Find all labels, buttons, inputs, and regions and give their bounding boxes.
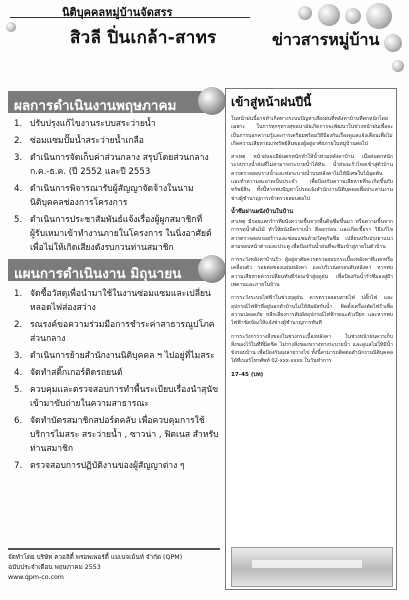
plan-band (8, 259, 218, 281)
item-number: 4. (14, 368, 23, 378)
article-paragraph: สาเหตุ หน้าฝนจะมีฝนตกหนักทำให้น้ำท่วมหลังคาบ้าน เมื่อฝนตกหนัก ระบบรางน้ำฝนที่ไม่สามารถระบายน้ำได้ทัน น้ำฝนจะรั่วไหลเข้าสู่ตัวบ้าน ควรตรวจสอบรางน้ำและท่อระบายน้ำบนหลังคาไม่ให้มีเศษใบไม้อุดตัน และทำความสะอาดเป็นประจำ เพื่อป้องกันความเสียหายที่จะเกิดขึ้นกับทรัพย์สิน ทั้งนี้หากพบปัญหาโปรดแจ้งสำนักงานนิติบุคคลเพื่อประสานงานช่างผู้ชำนาญการเข้าตรวจสอบต่อไป (231, 154, 393, 202)
past-results-title: ผลการดำเนินงานพฤษภาคม (14, 98, 177, 114)
list-item (14, 287, 219, 315)
item-text: ดำเนินการย้ายสำนักงานนิติบุคคล ฯ ไปอยู่ที่ไมสระ (30, 351, 215, 361)
plan-title: แผนการดำเนินงาน มิถุนายน (14, 266, 182, 282)
item-text: ดำเนินการประชาสัมพันธ์แจ้งเรื่องผู้ผูกสมาชิกที่ ผู้รับเหมาเข้าทำงานภายในโครงการ ในนิ่งอาศัยต์ เพื่อไม่ให้เกิดเสียงดังรบกวนท่านสมาชิก (30, 215, 212, 253)
list-item (14, 134, 219, 148)
item-number: 5. (14, 385, 23, 395)
decor-bubble-icon (198, 255, 226, 283)
org-name: นิติบุคคลหมู่บ้านจัดสรร (62, 6, 173, 19)
item-number: 7. (14, 461, 23, 471)
list-item (14, 459, 219, 473)
item-text: ดำเนินการพิจารณารับผู้สัญญาจัดจ้างในนามนิติบุคคลช่องการโครงการ (30, 184, 194, 208)
item-text: ควบคุมและตรวจสอบการทำพื้นระเบียบเรื่องนำสุนัขเข้ามาขับถ่ายในความสาธารณะ (30, 385, 219, 409)
list-item (14, 213, 219, 255)
list-item (14, 414, 219, 456)
article-paragraph: การระวังระบบไฟฟ้าในช่วงฤดูฝน ควรตรวจสอบสายไฟ ปลั๊กไฟ และอุปกรณ์ไฟฟ้าที่อยู่นอกตัวบ้านไม่ให้สัมผัสกับน้ำ ติดตั้งเครื่องตัดไฟรั่วเพื่อความปลอดภัย หลีกเลี่ยงการสัมผัสอุปกรณ์ไฟฟ้าขณะตัวเปียก และหากพบไฟฟ้าขัดข้องให้แจ้งช่างผู้ชำนาญการทันที (231, 295, 393, 327)
left-column (8, 88, 223, 583)
article-paragraph: ในหน้าฝนนี้อาจทำเกิดทางระบบปัญหาเสียงฝนที่หลังคาบ้านที่ตกหนักโดยเฉพาะ ในการทุกๆทางสุขอนามัยเกิดการจะพัฒนาในช่วงหน้าฝนเพื่อจะเป็นการบอกความรู้และการเตรียมพร้อมวิธีป้องกันเรื่องดูแลแจ้งเตือนเพื่อไม่เกิดความเสียหายแก่ทรัพย์สินของผู้อยู่อาศัยภายในหมู่บ้านต่อไป (231, 116, 393, 147)
decor-bubble-icon (318, 4, 340, 26)
item-text: ดำเนินการจัดเก็บค่าส่วนกลาง สรุปโดยส่วนกลาง ก.ค.-ธ.ค. (ปี 2552 และปี 2553 (30, 153, 209, 177)
item-text: ปรับปรุงแก้ไขงานระบบสระว่ายน้ำ (30, 119, 156, 129)
past-results-list (14, 117, 219, 258)
list-item (14, 318, 219, 346)
article-paragraph: การระวังหลังคาบ้านรั่ว ผู้อยู่อาศัยควรตรวจสอบกระเบื้องหลังคาที่แตกหรือเคลื่อนตัว รอยต่อของแผ่นหลังคา และบริเวณครอบสันหลังคา หากพบความเสียหายควรเปลี่ยนทันทีก่อนเข้าสู่ฤดูฝน เพื่อป้องกันน้ำรั่วซึมลงสู่ฝ้าเพดานและภายในบ้าน (231, 257, 393, 289)
list-item (14, 151, 219, 179)
item-number: 2. (14, 320, 23, 330)
item-text: จัดทำสติ๊กเกอร์ติดรถยนต์ (30, 368, 123, 378)
item-text: จัดซื้อวัสดุเพื่อนำมาใช้ในงานซ่อมแซมและเปลี่ยนหลอดไฟส่องสว่าง (30, 289, 211, 313)
past-results-band (8, 91, 218, 113)
item-number: 6. (14, 416, 23, 426)
footer-publisher: จัดทำโดย บริษัท ควอลิตี้ พรอพเพอร์ตี้ แมเนจเม้นท์ จำกัด (QPM) (8, 554, 183, 561)
list-item (14, 182, 219, 210)
article-heading: เข้าสู่หน้าฝนปีนี้ (231, 95, 312, 109)
item-number: 1. (14, 119, 23, 129)
decor-bubble-icon (6, 22, 16, 32)
article-box (225, 88, 397, 590)
list-item (14, 383, 219, 411)
footer (8, 548, 220, 592)
decor-bubble-icon (392, 60, 404, 72)
plan-list (14, 287, 219, 476)
newsletter-label: ข่าวสารหมู่บ้าน (272, 30, 380, 49)
item-text: จัดทำบัตรสมาชิกสปอร์ตคลับ เพื่อควบคุมการใช้บริการไมสระ สระว่ายน้ำ , ซาวน่า , ฟิตเนส สำหรับท่านสมาชิก (30, 416, 219, 454)
article-paragraph: สาเหตุ มีรอยแตกร้าวที่ผนังความชื้นจากพื้นดินซึมขึ้นมา หรือความชื้นจากการรดน้ำต้นไม้ ทำให้ผนังมีคราบน้ำ สีลอกร่อน และเกิดเชื้อรา วิธีแก้ไข ควรตรวจสอบรอยร้าวและซ่อมแซมด้วยวัสดุกันซึม เปลี่ยนปรับปรุงยาแนวตามขอบหน้าต่างและประตู เพื่อป้องกันน้ำฝนที่จะซึมเข้าสู่ภายในตัวบ้าน (231, 218, 393, 250)
village-title: สิวลี ปิ่นเกล้า-สาทร (70, 28, 217, 48)
article-date: 17-45 (บท) (231, 371, 264, 378)
article-subheading: น้ำซึมผ่านผนังบ้านในบ้าน (231, 208, 294, 215)
item-number: 4. (14, 184, 23, 194)
item-number: 2. (14, 136, 23, 146)
list-item (14, 117, 219, 131)
decor-bubble-icon (198, 87, 226, 115)
article-paragraph: การระวังการวางสิ่งของในช่วงกระเบื้องหลังคา ในช่วงหน้าฝนควรเก็บสิ่งของไว้ในที่ที่มิดชิด ไม่วางสิ่งของขวางทางระบายน้ำ และดูแลไม่ให้มีน้ำขังรอบบ้าน เพื่อป้องกันยุงลายวางไข่ ทั้งนี้สามารถติดต่อสำนักงานนิติบุคคลได้ที่เบอร์โทรศัพท์ 02-xxx-xxxx ในวันทำการ (231, 333, 393, 365)
footer-issue: ฉบับประจำเดือน พฤษภาคม 2553 (8, 564, 101, 571)
list-item (14, 366, 219, 380)
decor-bubble-icon (384, 34, 402, 52)
item-text: รณรงค์ขอความร่วมมือการชำระค่าสาธารณูปโภคส่วนกลาง (30, 320, 215, 344)
item-number: 1. (14, 289, 23, 299)
footer-website: www.qpm-co.com (8, 574, 64, 581)
article-content (231, 93, 393, 545)
item-number: 3. (14, 153, 23, 163)
decor-bubble-icon (298, 6, 312, 20)
item-text: ตรวจสอบการปฏิบัติงานของผู้สัญญาต่าง ๆ (30, 461, 185, 471)
header (0, 0, 409, 78)
building-photo (231, 547, 393, 587)
item-number: 5. (14, 215, 23, 225)
decor-bubble-icon (366, 3, 392, 29)
item-text: ซ่อมแซมปั๊มน้ำสระว่ายน้ำเกลือ (30, 136, 144, 146)
right-column (225, 88, 401, 592)
decor-bubble-icon (345, 8, 361, 24)
list-item (14, 349, 219, 363)
item-number: 3. (14, 351, 23, 361)
